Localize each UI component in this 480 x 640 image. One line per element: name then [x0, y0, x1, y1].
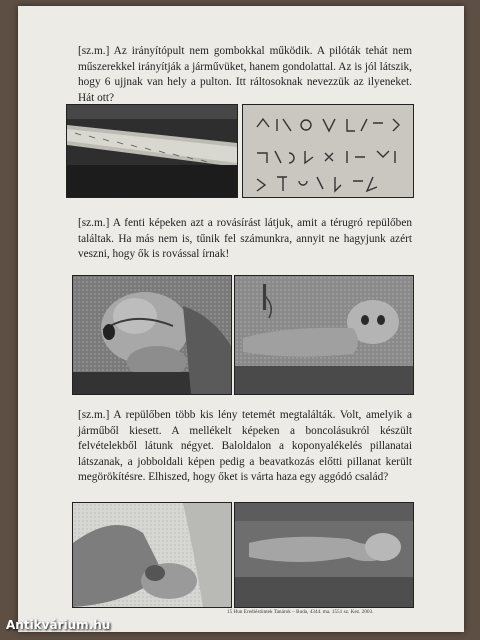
- paragraph-runic-script: [sz.m.] A fenti képeken azt a rovásírást látjuk, amit a térugró repülőben találtak. Ha más nem is, tűnik fel számunkra, annyit ne hagyjunk azért veszni, hogy ők is rovással írnak!: [78, 217, 412, 260]
- photo-control-panel: [66, 104, 238, 198]
- watermark-logo: Antikvárium.hu: [6, 618, 111, 632]
- script-symbols-image: [243, 105, 413, 197]
- photo-autopsy-right: [234, 275, 414, 395]
- bottom-right-image: [235, 503, 413, 607]
- paragraph-control-panel: [sz.m.] Az irányítópult nem gombokkal működik. A pilóták tehát nem műszerekkel irányítják a járművüket, hanem gondolattal. Az is jól látszik, hogy 6 ujjnak van hely a pulton. Itt ráltosoknak nevezzük az ilyeneket. Hát ott?: [78, 45, 412, 104]
- page-footer: 15 Hun Erediéstüntek Tanárok – Buda, 4344. ma. 1551 sz. Kez. 2003.: [227, 610, 374, 615]
- photo-bottom-right: [234, 502, 414, 608]
- control-panel-image: [67, 105, 237, 197]
- photo-script-symbols: [242, 104, 414, 198]
- document-page: [18, 6, 464, 632]
- bottom-left-image: [73, 503, 231, 607]
- photo-bottom-left: [72, 502, 232, 608]
- autopsy-right-image: [235, 276, 413, 394]
- photo-autopsy-left: [72, 275, 232, 395]
- autopsy-left-image: [73, 276, 231, 394]
- paragraph-autopsy: [sz.m.] A repülőben több kis lény tetemét megtalálták. Volt, amelyik a járműből kiesett. A mellékelt képeken a boncolásukról készült felvételekből látunk négyet. Baloldalon a koponyalékelés pillanatai látszanak, a jobboldali képen pedig a beavatkozás előtti pillanat került megörökítésre. Elhiszed, hogy őket is várta haza egy aggódó család?: [78, 409, 412, 483]
